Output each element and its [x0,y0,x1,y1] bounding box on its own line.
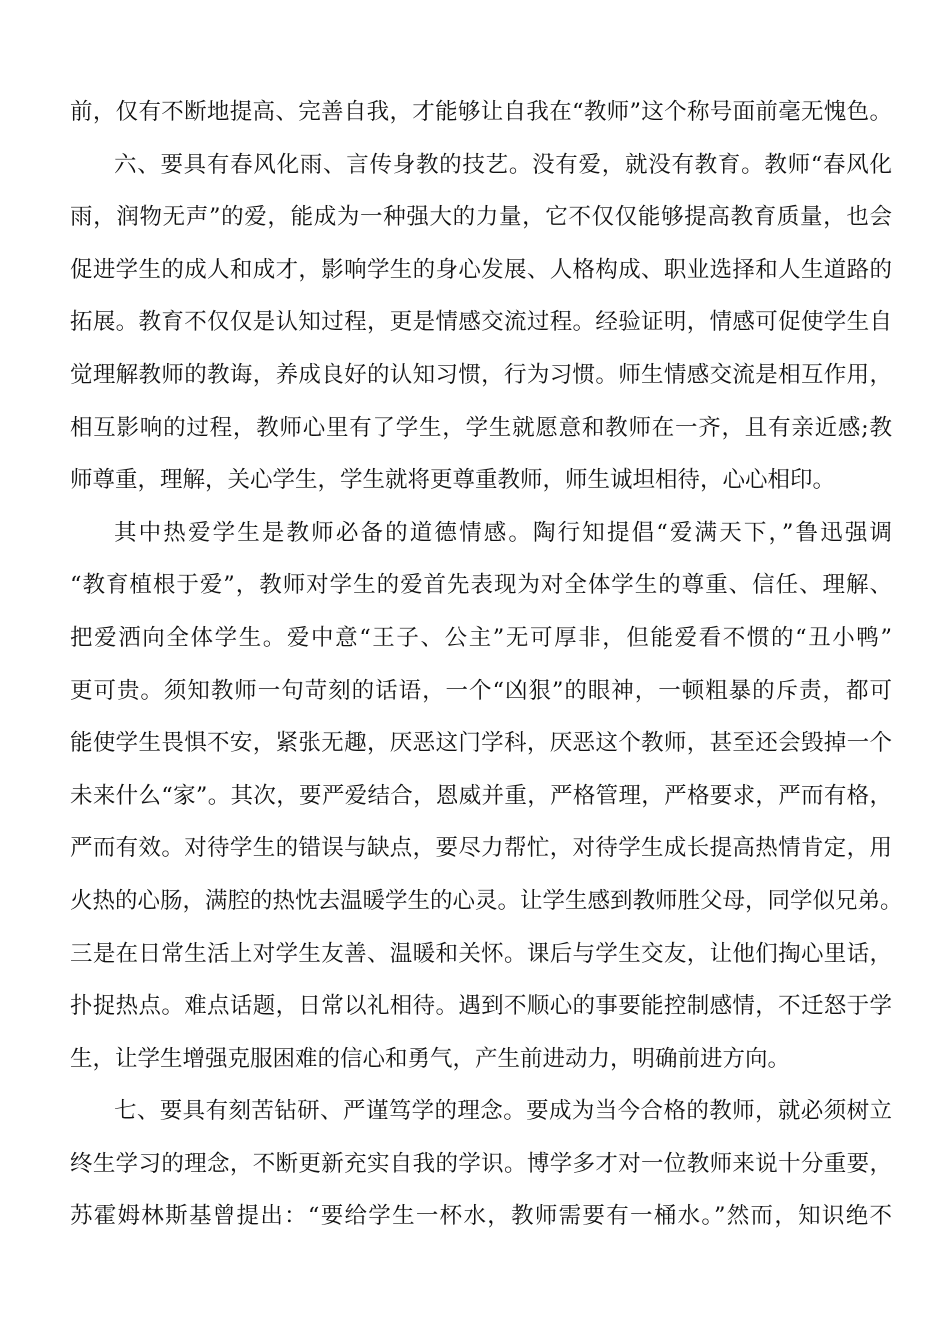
text-line: “教育植根于爱”，教师对学生的爱首先表现为对全体学生的尊重、信任、理解、 [70,572,892,599]
text-line: 觉理解教师的教诲，养成良好的认知习惯，行为习惯。师生情感交流是相互作用， [70,361,892,388]
text-line: 严而有效。对待学生的错误与缺点，要尽力帮忙，对待学生成长提高热情肯定，用 [70,835,892,862]
paragraph-last-line: 生，让学生增强克服困难的信心和勇气，产生前进动力，明确前进方向。 [70,1045,791,1072]
text-line: 相互影响的过程，教师心里有了学生，学生就愿意和教师在一齐，且有亲近感;教 [70,414,892,441]
text-line: 三是在日常生活上对学生友善、温暖和关怀。课后与学生交友，让他们掏心里话， [70,940,892,967]
text-line: 更可贵。须知教师一句苛刻的话语，一个“凶狠”的眼神，一顿粗暴的斥责，都可 [70,677,892,704]
text-line: 能使学生畏惧不安，紧张无趣，厌恶这门学科，厌恶这个教师，甚至还会毁掉一个 [70,730,892,757]
text-line: 火热的心肠，满腔的热忱去温暖学生的心灵。让学生感到教师胜父母，同学似兄弟。 [70,887,903,914]
paragraph-first-line: 其中热爱学生是教师必备的道德情感。陶行知提倡“爱满天下，”鲁迅强调 [114,519,892,546]
text-line: 扑捉热点。难点话题，日常以礼相待。遇到不顺心的事要能控制感情，不迁怒于学 [70,993,892,1020]
text-line: 终生学习的理念，不断更新充实自我的学识。博学多才对一位教师来说十分重要， [70,1150,892,1177]
text-line: 把爱洒向全体学生。爱中意“王子、公主”无可厚非，但能爱看不惯的“丑小鸭” [70,624,892,651]
text-line: 促进学生的成人和成才，影响学生的身心发展、人格构成、职业选择和人生道路的 [70,256,892,283]
text-line: 雨，润物无声”的爱，能成为一种强大的力量，它不仅仅能够提高教育质量，也会 [70,204,892,231]
document-body [70,86,903,1243]
text-line: 未来什么“家”。其次，要严爱结合，恩威并重，严格管理，严格要求，严而有格， [70,782,892,809]
text-line: 苏霍姆林斯基曾提出：“要给学生一杯水，教师需要有一桶水。”然而，知识绝不 [70,1203,892,1230]
text-line: 拓展。教育不仅仅是认知过程，更是情感交流过程。经验证明，情感可促使学生自 [70,309,892,336]
paragraph-first-line: 六、要具有春风化雨、言传身教的技艺。没有爱，就没有教育。教师“春风化 [114,151,892,178]
paragraph-first-line: 七、要具有刻苦钻研、严谨笃学的理念。要成为当今合格的教师，就必须树立 [114,1098,892,1125]
paragraph-last-line: 师尊重，理解，关心学生，学生就将更尊重教师，师生诚坦相待，心心相印。 [70,467,836,494]
text-line: 前，仅有不断地提高、完善自我，才能够让自我在“教师”这个称号面前毫无愧色。 [70,99,892,125]
